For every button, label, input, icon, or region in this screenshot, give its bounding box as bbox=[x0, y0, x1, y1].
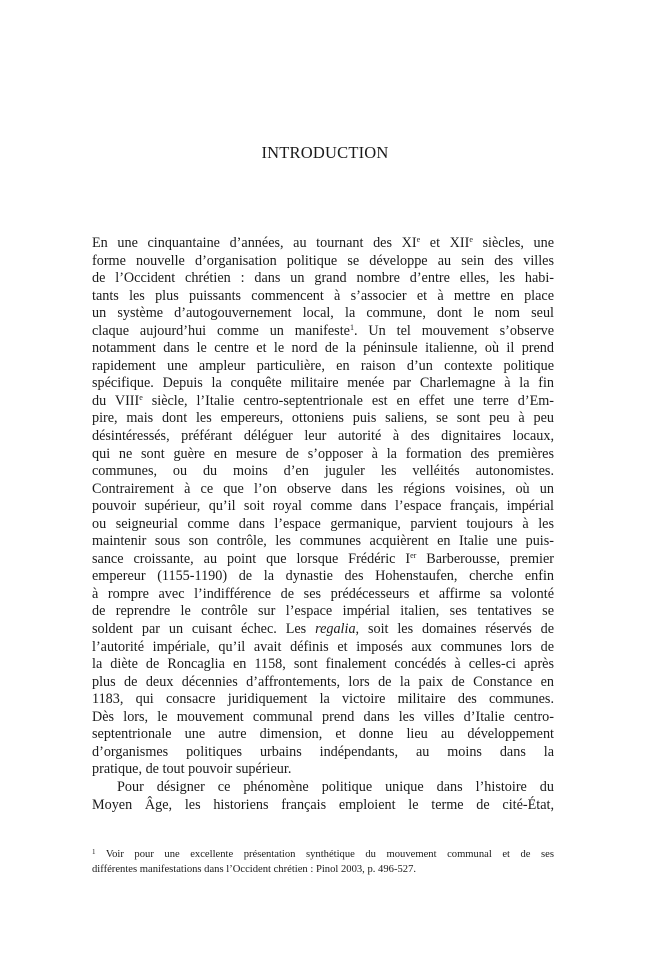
body-line: maintenir sous son contrôle, les communes acquièrent en Italie une puis- bbox=[92, 533, 554, 550]
body-line: plus de deux décennies d’affrontements, lors de la paix de Constance en bbox=[92, 673, 554, 690]
body-line: ou seigneurial comme dans l’espace germanique, parvient toujours à les bbox=[92, 515, 554, 532]
footnote-line: différentes manifestations dans l’Occident chrétien : Pinol 2003, p. 496-527. bbox=[92, 864, 417, 876]
body-line: spécifique. Depuis la conquête militaire menée par Charlemagne à la fin bbox=[92, 375, 554, 392]
body-line: Contrairement à ce que l’on observe dans les régions voisines, où un bbox=[92, 480, 554, 497]
body-line: Moyen Âge, les historiens français emploient le terme de cité-État, bbox=[92, 796, 554, 813]
body-line: sance croissante, au point que lorsque Frédéric Ier Barberousse, premier bbox=[92, 550, 554, 567]
body-line: notamment dans le centre et le nord de la péninsule italienne, où il prend bbox=[92, 340, 554, 357]
page-title: INTRODUCTION bbox=[261, 143, 389, 162]
body-line: claque aujourd’hui comme un manifeste$^1$. Un tel mouvement s’observe bbox=[92, 322, 555, 339]
footnote-line: $^1$ Voir pour une excellente présentation synthétique du mouvement communal et de ses bbox=[92, 848, 554, 860]
body-line: désintéressés, préférant déléguer leur autorité à des dignitaires locaux, bbox=[92, 428, 554, 445]
body-line: qui ne sont guère en mesure de s’opposer à la formation des premières bbox=[92, 445, 554, 462]
body-line: 1183, qui consacre juridiquement la victoire militaire des communes. bbox=[92, 691, 554, 708]
body-line: rapidement une ampleur particulière, en raison d’un contexte politique bbox=[92, 357, 554, 374]
body-line: pire, mais dont les empereurs, ottoniens puis saliens, se sont peu à peu bbox=[92, 410, 554, 427]
body-line: communes, ou du moins d’en juguler les velléités autonomistes. bbox=[92, 463, 554, 480]
body-line: la diète de Roncaglia en 1158, sont finalement concédés à celles-ci après bbox=[92, 656, 554, 673]
body-line: En une cinquantaine d’années, au tournant des XIe et XIIe siècles, une bbox=[92, 235, 554, 251]
body-line: empereur (1155-1190) de la dynastie des Hohenstaufen, cherche enfin bbox=[92, 568, 554, 585]
body-line: l’autorité impériale, qu’il avait définis et imposés aux communes lors de bbox=[92, 638, 554, 655]
body-line: un système d’autogouvernement local, la commune, dont le nom seul bbox=[92, 305, 554, 322]
body-line: Dès lors, le mouvement communal prend dans les villes d’Italie centro- bbox=[92, 708, 554, 725]
body-line: de l’Occident chrétien : dans un grand nombre d’entre elles, les habi- bbox=[92, 270, 554, 287]
body-line: pratique, de tout pouvoir supérieur. bbox=[92, 761, 292, 778]
body-text bbox=[92, 235, 554, 814]
body-line: du VIIIe siècle, l’Italie centro-septentrionale est en effet une terre d’Em- bbox=[92, 392, 554, 409]
body-line: Pour désigner ce phénomène politique unique dans l’histoire du bbox=[117, 778, 554, 795]
body-line: à rompre avec l’indifférence de ses prédécesseurs et affirme sa volonté bbox=[92, 585, 554, 602]
body-line: forme nouvelle d’organisation politique se développe au sein des villes bbox=[92, 252, 554, 269]
body-line: septentrionale une autre dimension, et donne lieu au développement bbox=[92, 726, 554, 743]
body-line: d’organismes politiques urbains indépendants, au moins dans la bbox=[92, 743, 554, 760]
body-line: tants les plus puissants commencent à s’associer et à mettre en place bbox=[92, 287, 554, 304]
body-line: soldent par un cuisant échec. Les regalia, soit les domaines réservés de bbox=[92, 621, 554, 638]
body-line: pouvoir supérieur, qu’il soit royal comme dans l’espace français, impérial bbox=[92, 498, 554, 515]
footnote bbox=[92, 847, 554, 878]
body-line: de reprendre le contrôle sur l’espace impérial italien, ses tentatives se bbox=[92, 603, 554, 620]
